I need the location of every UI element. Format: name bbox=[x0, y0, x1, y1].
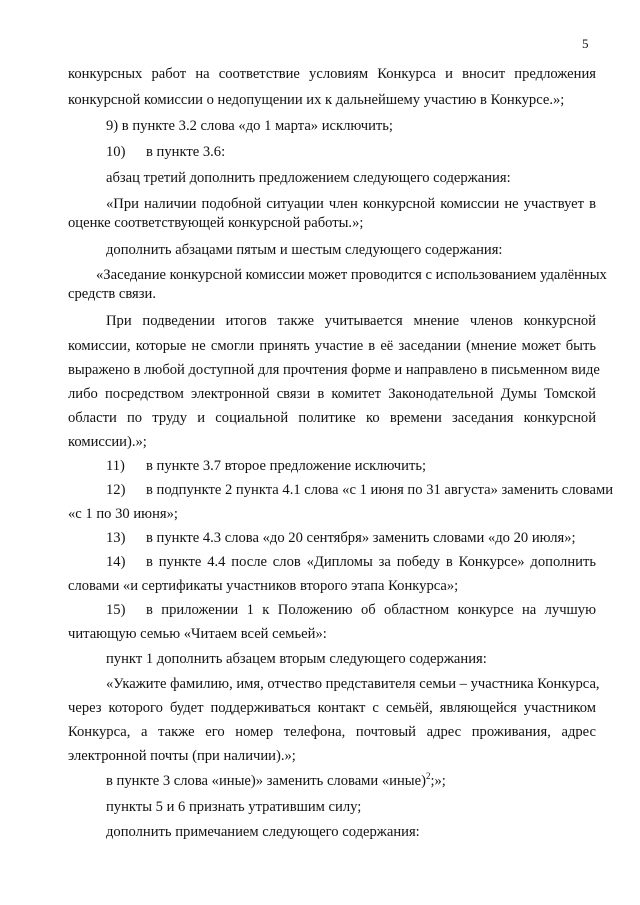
page-number: 5 bbox=[582, 36, 589, 51]
text-line: электронной почты (при наличии).»; bbox=[68, 748, 296, 764]
list-item-13: в пункте 4.3 слова «до 20 сентября» заменить словами «до 20 июля»; bbox=[146, 530, 576, 546]
text-line: «При наличии подобной ситуации член конкурсной комиссии не участвует в bbox=[106, 196, 596, 212]
text-line: При подведении итогов также учитывается мнение членов конкурсной bbox=[106, 313, 596, 329]
list-number-13: 13) bbox=[106, 530, 126, 546]
list-number-15: 15) bbox=[106, 602, 126, 618]
text-line: читающую семью «Читаем всей семьей»: bbox=[68, 626, 327, 642]
text-line: конкурсной комиссии о недопущении их к дальнейшему участию в Конкурсе.»; bbox=[68, 92, 565, 108]
text-line: «с 1 по 30 июня»; bbox=[68, 506, 178, 522]
text-line: конкурсных работ на соответствие условиям Конкурса и вносит предложения bbox=[68, 66, 596, 82]
text-line: дополнить абзацами пятым и шестым следующего содержания: bbox=[106, 242, 503, 258]
text-line: либо посредством электронной связи в комитет Законодательной Думы Томской bbox=[68, 386, 596, 402]
text-line: пункт 1 дополнить абзацем вторым следующего содержания: bbox=[106, 651, 487, 667]
text-line: области по труду и социальной политике ко времени заседания конкурсной bbox=[68, 410, 596, 426]
text-line: словами «и сертификаты участников второго этапа Конкурса»; bbox=[68, 578, 459, 594]
text-segment: в пункте 3 слова «иные)» заменить словами «иные) bbox=[106, 773, 426, 789]
list-item-15: в приложении 1 к Положению об областном конкурсе на лучшую bbox=[146, 602, 596, 618]
text-line bbox=[106, 772, 446, 790]
text-line: Конкурса, а также его номер телефона, почтовый адрес проживания, адрес bbox=[68, 724, 596, 740]
text-segment: ;»; bbox=[430, 773, 446, 789]
text-line: пункты 5 и 6 признать утратившим силу; bbox=[106, 799, 362, 815]
text-line: «Укажите фамилию, имя, отчество представителя семьи – участника Конкурса, bbox=[106, 676, 600, 692]
list-item-9: 9) в пункте 3.2 слова «до 1 марта» исключить; bbox=[106, 118, 393, 134]
text-line: оценке соответствующей конкурсной работы.»; bbox=[68, 215, 364, 231]
text-line: абзац третий дополнить предложением следующего содержания: bbox=[106, 170, 511, 186]
list-item-11: в пункте 3.7 второе предложение исключить; bbox=[146, 458, 427, 474]
text-line: комиссии).»; bbox=[68, 434, 147, 450]
list-number-14: 14) bbox=[106, 554, 126, 570]
list-item-14: в пункте 4.4 после слов «Дипломы за победу в Конкурсе» дополнить bbox=[146, 554, 596, 570]
list-item-12: в подпункте 2 пункта 4.1 слова «с 1 июня по 31 августа» заменить словами bbox=[146, 482, 614, 498]
list-number-10: 10) bbox=[106, 144, 126, 160]
list-item-10: в пункте 3.6: bbox=[146, 144, 226, 160]
text-line: «Заседание конкурсной комиссии может проводится с использованием удалённых bbox=[96, 267, 607, 283]
list-number-11: 11) bbox=[106, 458, 125, 474]
text-line: средств связи. bbox=[68, 286, 156, 302]
text-line: комиссии, которые не смогли принять участие в её заседании (мнение может быть bbox=[68, 338, 596, 354]
text-line: выражено в любой доступной для прочтения форме и направлено в письменном виде bbox=[68, 362, 600, 378]
list-number-12: 12) bbox=[106, 482, 126, 498]
text-line: через которого будет поддерживаться контакт с семьёй, являющейся участником bbox=[68, 700, 596, 716]
footnote-marker: 2 bbox=[425, 771, 431, 782]
text-line: дополнить примечанием следующего содержания: bbox=[106, 824, 420, 840]
